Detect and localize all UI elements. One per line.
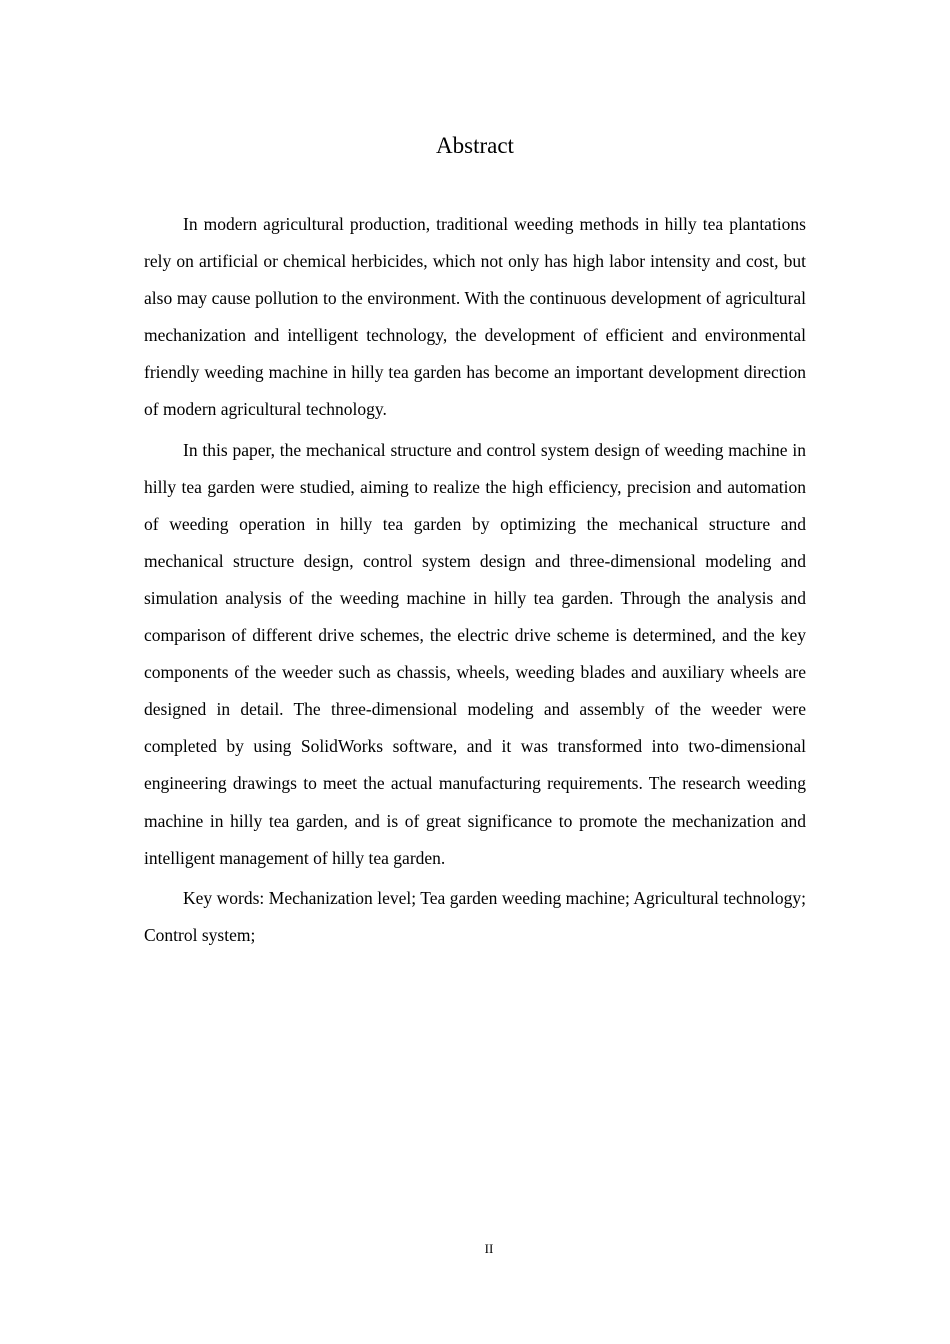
- abstract-body: [144, 206, 806, 957]
- abstract-title: Abstract: [436, 133, 514, 158]
- abstract-paragraph-2: In this paper, the mechanical structure and control system design of weeding machine in hilly tea garden were studied, aiming to realize the high efficiency, precision and automation of weeding operation in hilly tea garden by optimizing the mechanical structure and mechanical structure design, control system design and three-dimensional modeling and simulation analysis of the weeding machine in hilly tea garden. Through the analysis and comparison of different drive schemes, the electric drive scheme is determined, and the key components of the weeder such as chassis, wheels, weeding blades and auxiliary wheels are designed in detail. The three-dimensional modeling and assembly of the weeder were completed by using SolidWorks software, and it was transformed into two-dimensional engineering drawings to meet the actual manufacturing requirements. The research weeding machine in hilly tea garden, and is of great significance to promote the mechanization and intelligent management of hilly tea garden.: [144, 439, 806, 868]
- abstract-paragraph-1: In modern agricultural production, traditional weeding methods in hilly tea plantations rely on artificial or chemical herbicides, which not only has high labor intensity and cost, but also may cause pollution to the environment. With the continuous development of agricultural mechanization and intelligent technology, the development of efficient and environmental friendly weeding machine in hilly tea garden has become an important development direction of modern agricultural technology.: [144, 214, 806, 420]
- keywords-paragraph: Key words: Mechanization level; Tea garden weeding machine; Agricultural technology; Control system;: [144, 887, 806, 945]
- page-number: II: [484, 1241, 494, 1256]
